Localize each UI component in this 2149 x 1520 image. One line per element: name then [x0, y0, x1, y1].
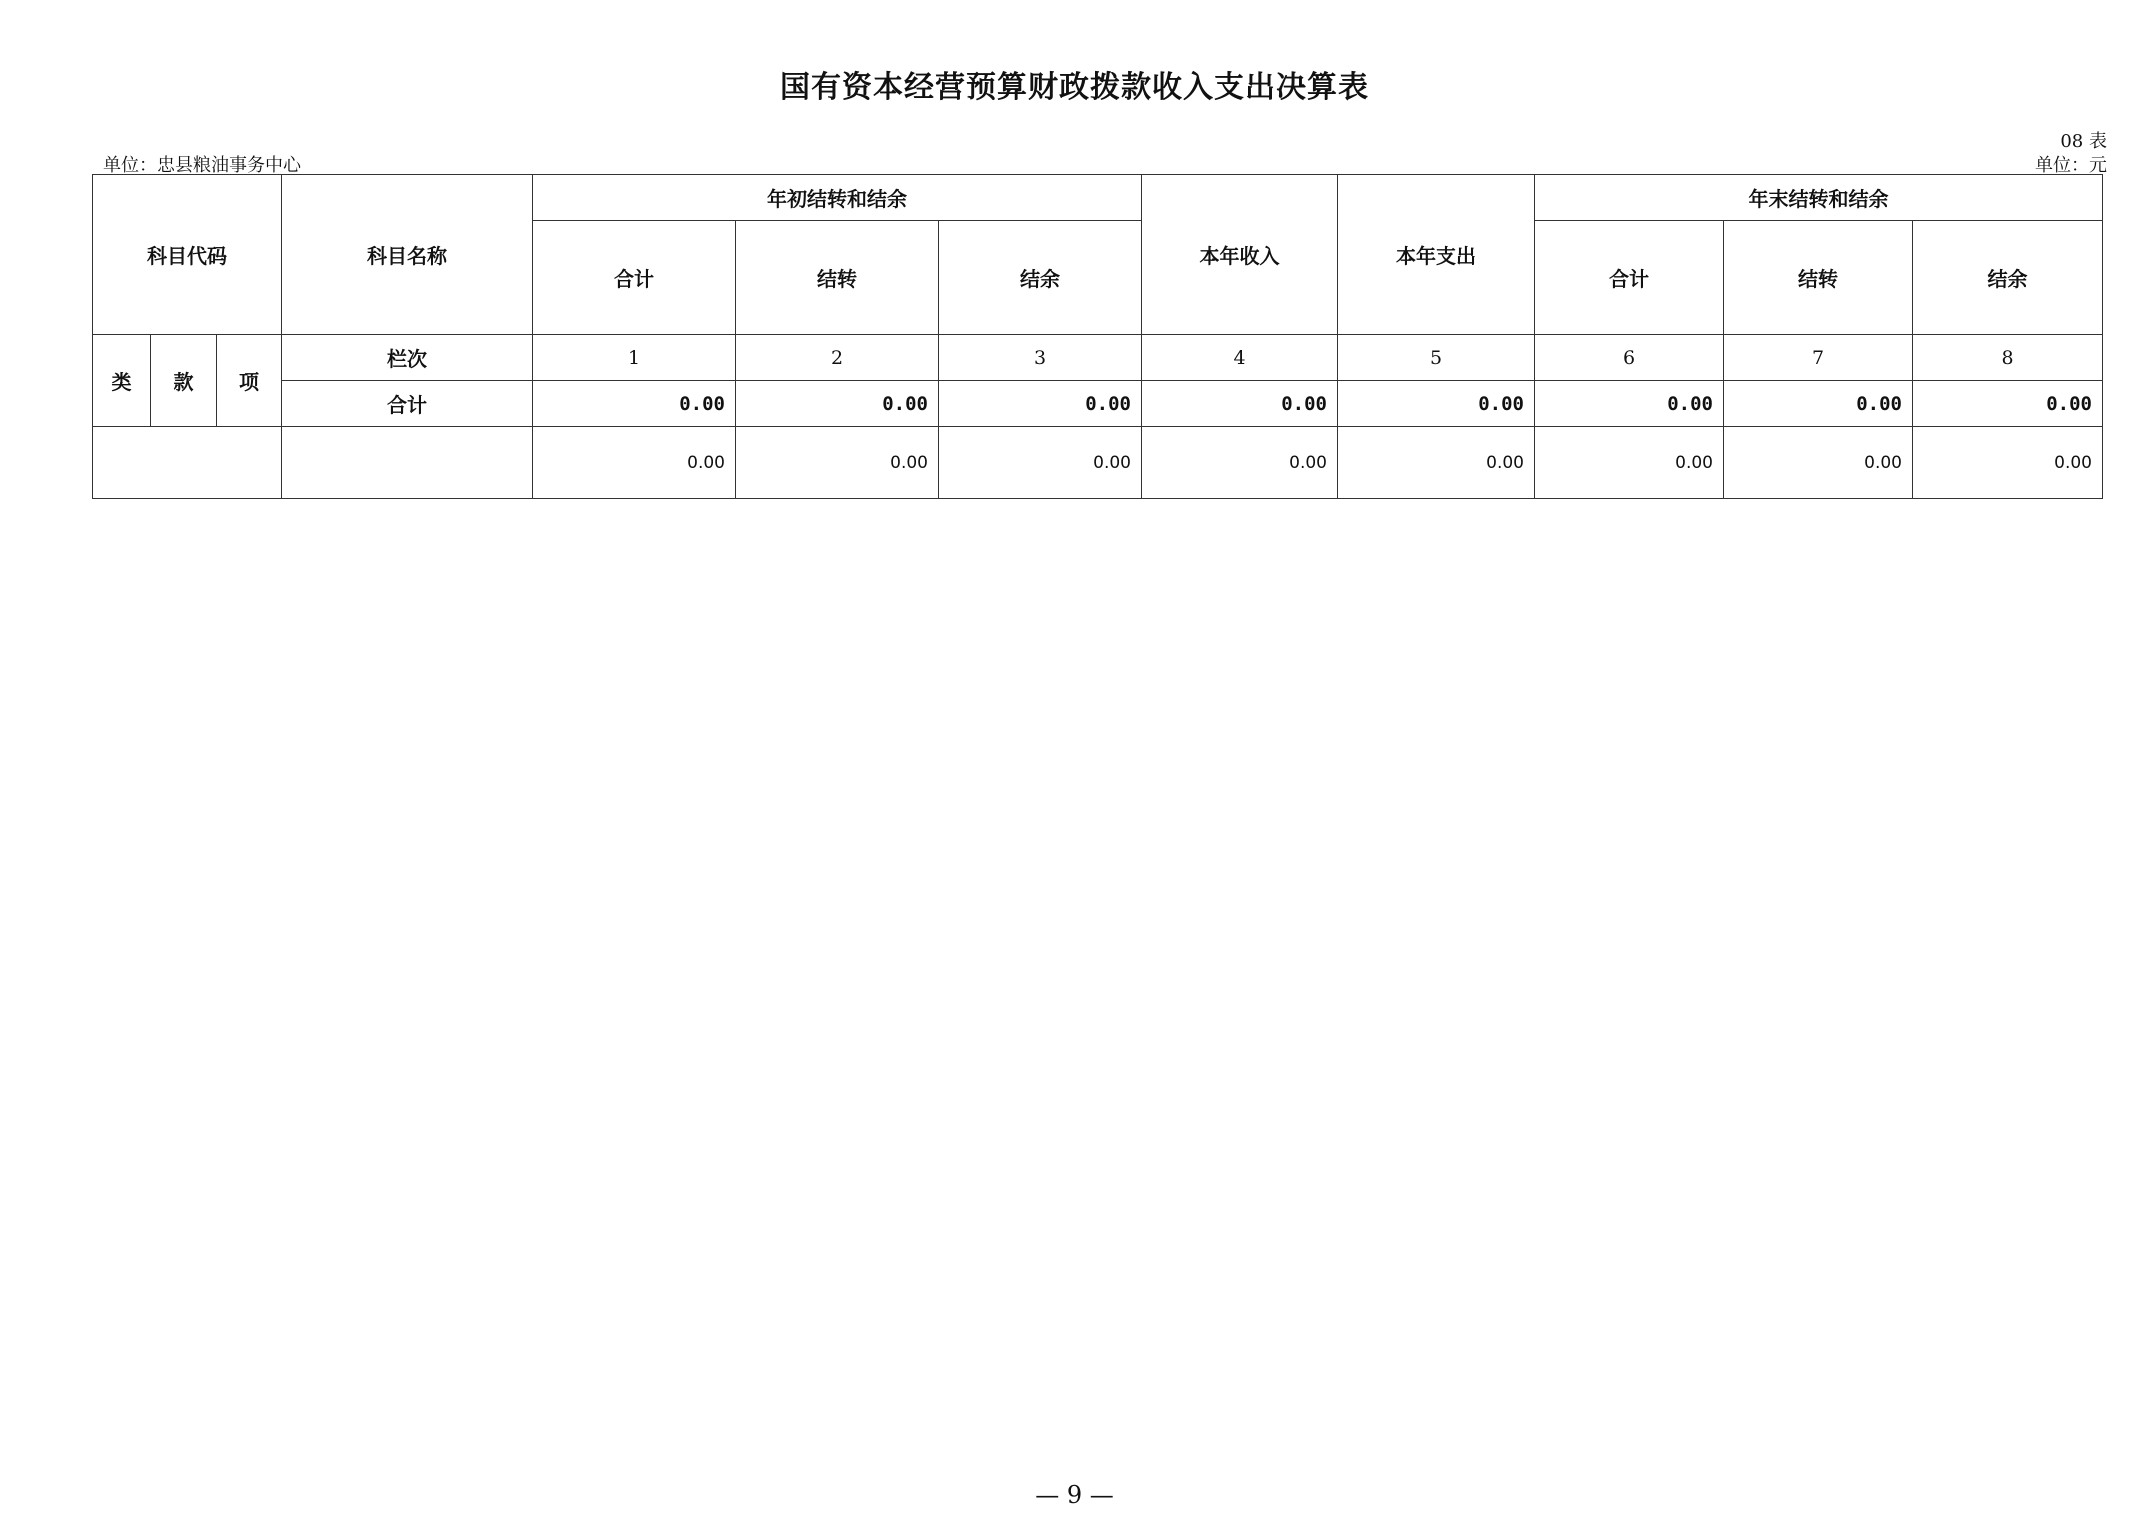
header-end-surplus: 结余 [1913, 221, 2103, 335]
row-cell: 0.00 [1913, 427, 2103, 499]
header-end-total: 合计 [1535, 221, 1724, 335]
header-begin-surplus: 结余 [939, 221, 1142, 335]
total-cell: 0.00 [939, 381, 1142, 427]
unit-currency: 单位：元 [2035, 155, 2107, 176]
column-number: 2 [736, 335, 939, 381]
budget-table [92, 174, 2103, 499]
column-index-label: 栏次 [282, 335, 533, 381]
column-number: 8 [1913, 335, 2103, 381]
header-subject-code: 科目代码 [93, 175, 282, 335]
row-cell: 0.00 [533, 427, 736, 499]
header-kuan: 款 [151, 335, 217, 427]
total-cell: 0.00 [1142, 381, 1338, 427]
unit-organization: 单位：忠县粮油事务中心 [103, 155, 301, 176]
page-title: 国有资本经营预算财政拨款收入支出决算表 [780, 70, 1369, 105]
table-number: 08 表 [2060, 131, 2107, 152]
column-number: 7 [1724, 335, 1913, 381]
row-subject-name [282, 427, 533, 499]
row-cell: 0.00 [1142, 427, 1338, 499]
row-subject-code [93, 427, 282, 499]
header-lei: 类 [93, 335, 151, 427]
header-end-balance: 年末结转和结余 [1535, 175, 2103, 221]
header-subject-name: 科目名称 [282, 175, 533, 335]
header-begin-total: 合计 [533, 221, 736, 335]
column-number: 1 [533, 335, 736, 381]
column-number: 6 [1535, 335, 1724, 381]
header-begin-balance: 年初结转和结余 [533, 175, 1142, 221]
header-begin-carry: 结转 [736, 221, 939, 335]
row-cell: 0.00 [1724, 427, 1913, 499]
total-cell: 0.00 [736, 381, 939, 427]
header-income: 本年收入 [1142, 175, 1338, 335]
row-cell: 0.00 [1535, 427, 1724, 499]
column-number: 4 [1142, 335, 1338, 381]
column-number: 5 [1338, 335, 1535, 381]
header-end-carry: 结转 [1724, 221, 1913, 335]
row-cell: 0.00 [939, 427, 1142, 499]
row-cell: 0.00 [736, 427, 939, 499]
total-cell: 0.00 [1724, 381, 1913, 427]
table-row [93, 427, 2103, 499]
header-xiang: 项 [217, 335, 282, 427]
total-cell: 0.00 [533, 381, 736, 427]
total-cell: 0.00 [1535, 381, 1724, 427]
header-expense: 本年支出 [1338, 175, 1535, 335]
row-cell: 0.00 [1338, 427, 1535, 499]
total-cell: 0.00 [1338, 381, 1535, 427]
total-row-label: 合计 [282, 381, 533, 427]
total-cell: 0.00 [1913, 381, 2103, 427]
page-number: — 9 — [1035, 1481, 1114, 1509]
column-number: 3 [939, 335, 1142, 381]
